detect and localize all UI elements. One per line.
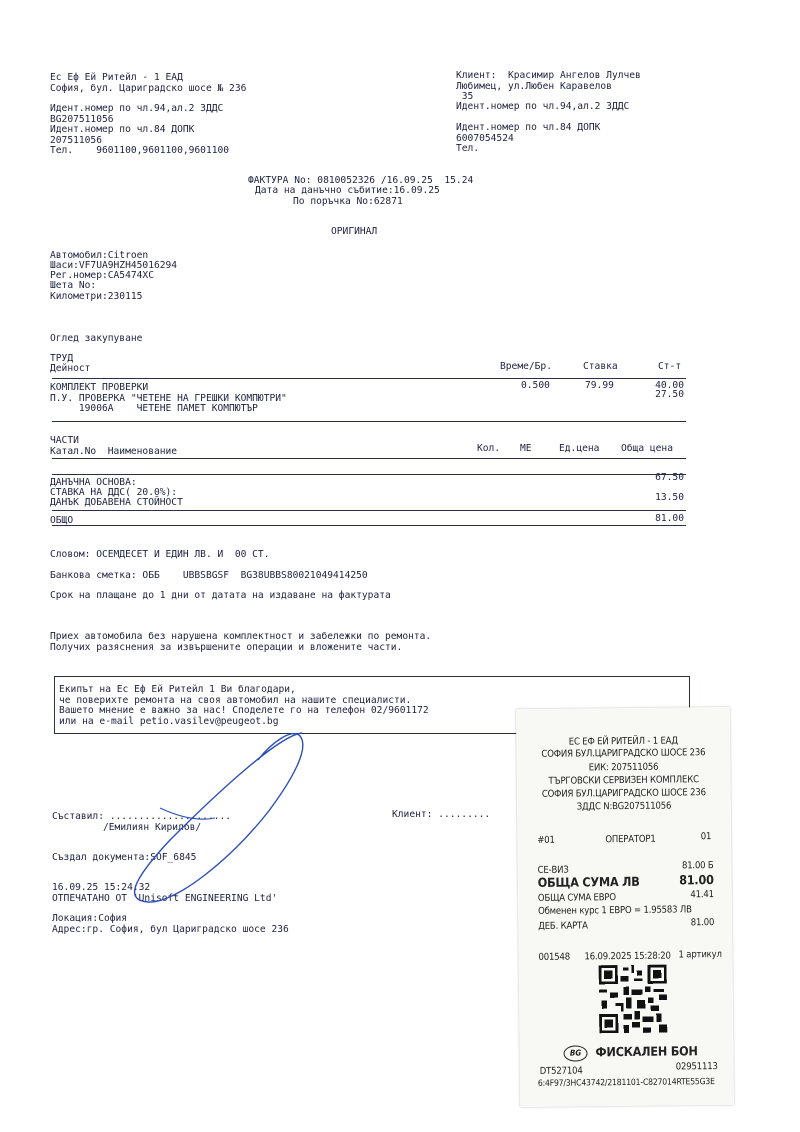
seller-address: София, бул. Цариградско шосе № 236 [50,83,247,94]
receipt-site-address: СОФИЯ БУЛ.ЦАРИГРАДСКО ШОСЕ 236 [541,787,706,800]
receipt-item-name: СЕ-ВИЗ [537,864,569,876]
bank-account: Банкова сметка: ОББ UBBSBGSF BG38UBBS80021049414250 [50,570,368,581]
labor-row-amount: 40.00 [655,380,684,391]
labor-row-rate: 79.99 [585,380,614,391]
location-address: Адрес:гр. София, бул Цариградско шосе 236 [52,924,289,935]
labor-amount-header: Ст-т [658,361,682,372]
receipt-fiscal-title: ФИСКАЛЕН БОН [595,1043,698,1060]
compiled-by-name: /Емилиян Кирилов/ [103,822,202,833]
labor-row-name: КОМПЛЕКТ ПРОВЕРКИ [50,382,149,393]
tax-base-label: ДАНЪЧНА ОСНОВА: [50,477,137,488]
seller-id-label: Идент.номер по чл.84 ДОПК [50,124,195,135]
divider [52,458,686,459]
printed-at: 16.09.25 15:24:32 [52,882,151,893]
receipt-hash: 6:4F97/3HC43742/2181101-C827014RTE55G3E [537,1077,715,1089]
qr-code-icon [599,965,668,1034]
client-id-label: Идент.номер по чл.84 ДОПК [456,122,601,133]
receipt-datetime: 16.09.2025 15:28:20 [584,950,671,963]
printed-by: ОТПЕЧАТАНО ОТ 'Unisoft ENGINEERING Ltd' [52,893,278,904]
vehicle-km: Километри:230115 [50,291,143,302]
receipt-device-number: 02951113 [675,1061,718,1073]
invoice-number: ФАКТУРА No: 0810052326 /16.09.25 15.24 [248,175,474,186]
order-number: По поръчка No:62871 [293,196,403,207]
divider [52,525,686,526]
parts-price-header: Ед.цена [559,443,600,454]
labor-rate-header: Ставка [583,361,618,372]
client-id-number: 6007054524 [456,133,514,144]
receipt-eik: ЕИК: 207511056 [588,761,659,774]
seller-vat-number: BG207511056 [50,114,114,125]
labor-header: ТРУД [50,353,74,364]
vat-rate-label: СТАВКА НА ДДС( 20.0%): [50,487,178,498]
parts-unit-header: МЕ [520,443,532,454]
divider [52,378,686,379]
amount-in-words: Словом: ОСЕМДЕСЕТ И ЕДИН ЛВ. И 00 СТ. [50,549,270,560]
receipt-operator-code: 01 [700,831,712,843]
labor-activity-header: Дейност [50,363,91,374]
payment-term: Срок на плащане до 1 дни от датата на издаване на фактурата [50,590,391,601]
total-value: 81.00 [655,513,684,524]
labor-row-amount: 27.50 [655,389,684,400]
acceptance-line: Получих разяснения за извършените операции и вложените части. [50,642,403,653]
tax-event-date: Дата на данъчно събитие:16.09.25 [255,185,440,196]
receipt-item-count: 1 артикул [678,948,722,961]
receipt-euro-label: ОБЩА СУМА ЕВРО [537,892,616,904]
receipt-device-id: DT527104 [539,1065,583,1077]
seller-name: Ес Еф Ей Ритейл - 1 ЕАД [50,72,183,83]
receipt-site: ТЪРГОВСКИ СЕРВИЗЕН КОМПЛЕКС [548,774,699,787]
client-phone: Тел. [456,143,480,154]
acceptance-line: Приех автомобила без нарушена комплектност и забележки по ремонта. [50,631,432,642]
receipt-operator: ОПЕРАТОР1 [605,833,656,846]
receipt-exchange-rate: Обменен курс 1 ЕВРО = 1.95583 ЛВ [537,904,692,917]
tax-base-value: 67.50 [655,472,684,483]
thank-you-line: че поверихте ремонта на своя автомобил на нашите специалисти. [59,695,412,706]
divider [52,474,686,475]
vat-value: 13.50 [655,492,684,503]
created-by: Създал документа:SOF_6845 [52,852,197,863]
parts-header: ЧАСТИ [50,435,79,446]
labor-row-name: 19006A ЧЕТЕНЕ ПАМЕТ КОМПЮТЪР [50,403,258,414]
client-address-2: 35 [456,91,474,102]
vehicle-make: Автомобил:Citroen [50,250,149,261]
receipt-card-value: 81.00 [690,917,715,929]
seller-phone: Тел. 9601100,9601100,9601100 [50,145,230,156]
seller-id-number: 207511056 [50,135,102,146]
client-vat-label: Идент.номер по чл.94,ал.2 ЗДДС [456,101,630,112]
vehicle-vin: Шаси:VF7UA9HZH45016294 [50,260,178,271]
thank-you-line: Вашето мнение е важно за нас! Споделете го на телефон 02/9601172 [59,705,429,716]
labor-row-name: П.У. ПРОВЕРКА "ЧЕТЕНЕ НА ГРЕШКИ КОМПЮТРИ" [50,393,287,404]
receipt-operator-no: #01 [537,834,555,846]
receipt-total-value: 81.00 [679,872,714,888]
parts-total-header: Обща цена [621,443,673,454]
inspection-label: Оглед закупуване [50,333,143,344]
receipt-euro-value: 41.41 [690,889,714,901]
thank-you-line: Екипът на Ес Еф Ей Ритейл 1 Ви благодари, [59,684,296,695]
client-address-1: Любимец, ул.Любен Каравелов [456,81,612,92]
receipt-vat: ЗДДС N:BG207511056 [576,800,672,813]
original-mark: ОРИГИНАЛ [331,226,378,237]
vehicle-plate: Рег.номер:СА5474ХС [50,270,154,281]
location: Локация:София [52,913,128,924]
bg-fiscal-logo-icon: BG [563,1045,587,1061]
seller-vat-label: Идент.номер по чл.94,ал.2 ЗДДС [50,103,224,114]
vat-label: ДАНЪК ДОБАВЕНА СТОЙНОСТ [50,497,183,508]
total-label: ОБЩО [50,515,74,526]
receipt-total-label: ОБЩА СУМА ЛВ [537,873,640,890]
labor-row-time: 0.500 [521,380,550,391]
parts-qty-header: Кол. [477,443,501,454]
client-name: Клиент: Красимир Ангелов Лулчев [456,70,641,81]
receipt-slip-number: 001548 [538,951,571,963]
parts-code-header: Катал.No Наименование [50,446,178,457]
thank-you-line: или на e-mail petio.vasilev@peugeot.bg [59,716,279,727]
labor-time-header: Време/Бр. [500,361,552,372]
receipt-address: СОФИЯ БУЛ.ЦАРИГРАДСКО ШОСЕ 236 [541,747,706,760]
client-signature-label: Клиент: ......... [392,809,491,820]
vehicle-card: Шета No: [50,280,97,291]
compiled-by-label: Съставил: ..................... [52,811,232,822]
receipt-card-label: ДЕБ. КАРТА [538,920,588,932]
receipt-item-value: 81.00 Б [681,860,714,872]
receipt-company: ЕС ЕФ ЕЙ РИТЕЙЛ - 1 ЕАД [568,735,678,748]
divider [52,421,686,422]
fiscal-receipt [516,707,734,1107]
divider [52,510,686,511]
